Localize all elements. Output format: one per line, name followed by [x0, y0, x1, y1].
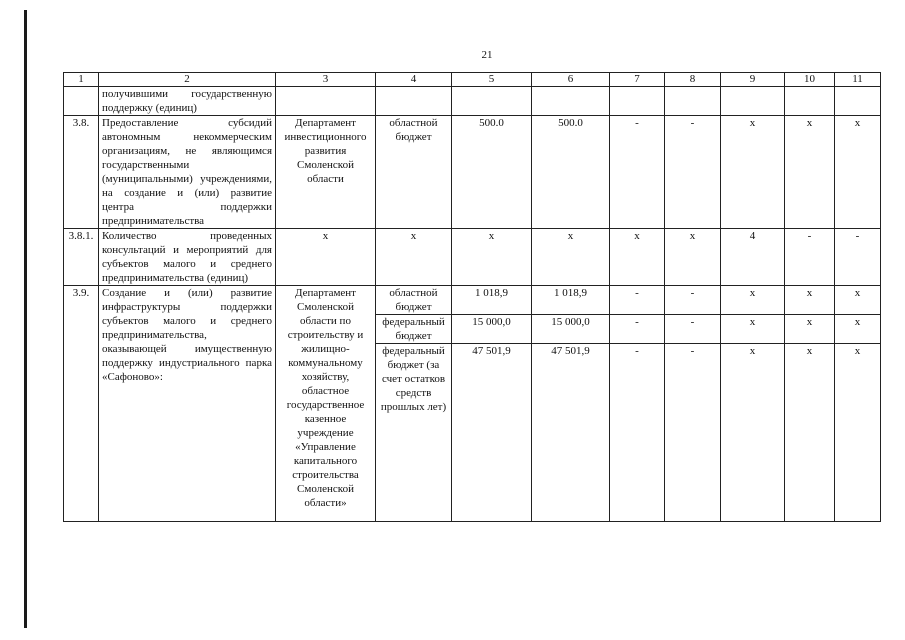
budget-table — [63, 72, 881, 522]
column-number-row — [64, 73, 881, 87]
col-header: 3 — [276, 73, 376, 87]
col-header: 2 — [99, 73, 276, 87]
cell-indicator-1: x — [721, 286, 785, 315]
row-number: 3.8. — [64, 116, 99, 229]
cell-indicator-3: x — [835, 344, 881, 522]
cell-indicator-1: 4 — [721, 229, 785, 286]
funding-source: федеральный бюджет (за счет остатков средств прошлых лет) — [376, 344, 452, 522]
executor: x — [276, 229, 376, 286]
row-name: Создание и (или) развитие инфраструктуры поддержки субъектов малого и среднего предпринимательства, оказывающей имущественную поддержку индустриального парка «Сафоново»: — [99, 286, 276, 522]
cell-year-1: 47 501,9 — [532, 344, 610, 522]
col-header: 9 — [721, 73, 785, 87]
col-header: 11 — [835, 73, 881, 87]
cell-indicator-1: x — [721, 315, 785, 344]
cell-indicator-3: x — [835, 286, 881, 315]
scan-edge-line — [24, 10, 27, 628]
cell-indicator-3: x — [835, 315, 881, 344]
col-header: 6 — [532, 73, 610, 87]
table-row-3-9 — [64, 286, 881, 315]
executor: Департамент инвестиционного развития Смоленской области — [276, 116, 376, 229]
cell-indicator-1: x — [721, 116, 785, 229]
cell-indicator-2: x — [785, 286, 835, 315]
cell-year-3: x — [665, 229, 721, 286]
cell-year-1: 500.0 — [532, 116, 610, 229]
continued-text: получившими государственную поддержку (единиц) — [99, 87, 276, 116]
cell-total: 15 000,0 — [452, 315, 532, 344]
col-header: 10 — [785, 73, 835, 87]
cell-year-2: - — [610, 315, 665, 344]
cell-total: 1 018,9 — [452, 286, 532, 315]
cell-indicator-2: x — [785, 315, 835, 344]
cell-indicator-3: - — [835, 229, 881, 286]
funding-source: областной бюджет — [376, 116, 452, 229]
cell-year-2: x — [610, 229, 665, 286]
continued-row — [64, 87, 881, 116]
table-row-3-8-1 — [64, 229, 881, 286]
cell-year-2: - — [610, 286, 665, 315]
row-number: 3.8.1. — [64, 229, 99, 286]
funding-source: областной бюджет — [376, 286, 452, 315]
cell-total: 47 501,9 — [452, 344, 532, 522]
funding-source: x — [376, 229, 452, 286]
cell-year-1: x — [532, 229, 610, 286]
cell-year-3: - — [665, 315, 721, 344]
cell-total: 500.0 — [452, 116, 532, 229]
cell-indicator-2: - — [785, 229, 835, 286]
cell-year-3: - — [665, 116, 721, 229]
col-header: 7 — [610, 73, 665, 87]
cell-year-2: - — [610, 344, 665, 522]
page-number: 21 — [481, 49, 493, 61]
col-header: 1 — [64, 73, 99, 87]
row-name: Количество проведенных консультаций и мероприятий для субъектов малого и среднего предпринимательства (единиц) — [99, 229, 276, 286]
cell-indicator-2: x — [785, 116, 835, 229]
cell-year-3: - — [665, 286, 721, 315]
table-row-3-8 — [64, 116, 881, 229]
cell-year-1: 15 000,0 — [532, 315, 610, 344]
funding-source: федеральный бюджет — [376, 315, 452, 344]
cell-total: x — [452, 229, 532, 286]
row-number: 3.9. — [64, 286, 99, 522]
col-header: 4 — [376, 73, 452, 87]
cell-year-2: - — [610, 116, 665, 229]
executor: Департамент Смоленской области по строительству и жилищно-коммунальному хозяйству, областное государственное казенное учреждение «Управление капитального строительства Смоленской области» — [276, 286, 376, 522]
cell-indicator-3: x — [835, 116, 881, 229]
col-header: 5 — [452, 73, 532, 87]
col-header: 8 — [665, 73, 721, 87]
cell-year-3: - — [665, 344, 721, 522]
cell-indicator-2: x — [785, 344, 835, 522]
cell-year-1: 1 018,9 — [532, 286, 610, 315]
cell-indicator-1: x — [721, 344, 785, 522]
row-name: Предоставление субсидий автономным некоммерческим организациям, не являющимся государственными (муниципальными) учреждениями, на создание и (или) развитие центра поддержки предпринимательства — [99, 116, 276, 229]
